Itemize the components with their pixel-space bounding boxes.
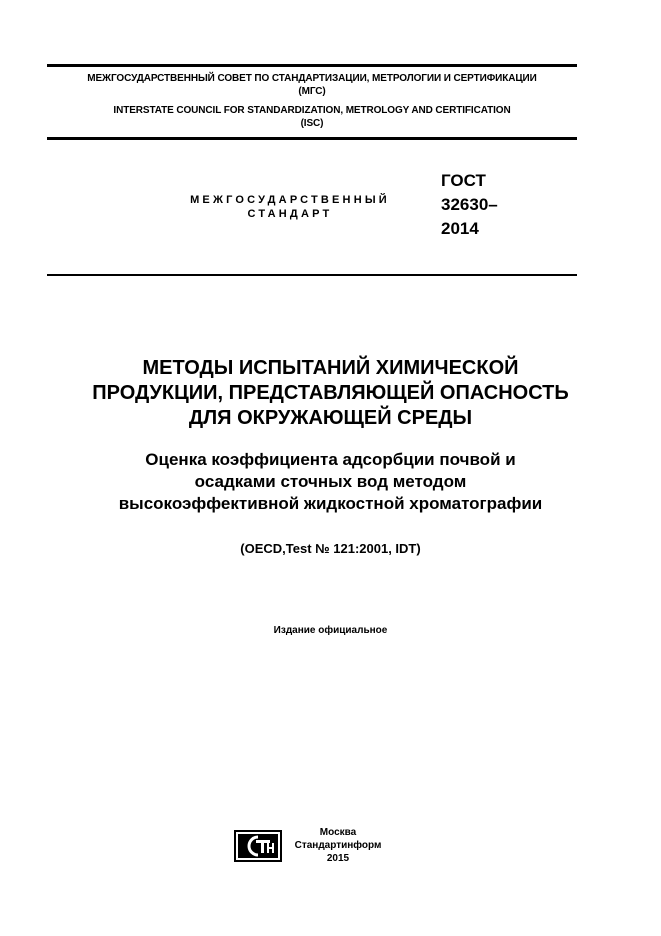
council-en: INTERSTATE COUNCIL FOR STANDARDIZATION, METROLOGY AND CERTIFICATION: [113, 105, 511, 116]
subtitle-line3: высокоэффективной жидкостной хроматографии: [118, 494, 543, 513]
title-line2: ПРОДУКЦИИ, ПРЕДСТАВЛЯЮЩЕЙ ОПАСНОСТЬ: [92, 382, 569, 404]
standartinform-logo-icon: [234, 830, 282, 862]
gost-label: ГОСТ: [441, 171, 486, 190]
subtitle-line2: осадками сточных вод методом: [194, 472, 467, 491]
standard-kind-line2: СТАНДАРТ: [247, 208, 333, 220]
council-bottom-rule: [47, 137, 577, 140]
edition-note: Издание официальное: [273, 625, 388, 636]
council-ru-abbr: (МГС): [298, 86, 326, 97]
title-line3: ДЛЯ ОКРУЖАЮЩЕЙ СРЕДЫ: [188, 407, 473, 429]
standard-bottom-rule: [47, 274, 577, 276]
gost-year: 2014: [441, 219, 479, 238]
oecd-reference: (OECD,Test № 121:2001, IDT): [240, 541, 421, 556]
standard-kind-line1: МЕЖГОСУДАРСТВЕННЫЙ: [190, 194, 390, 206]
subtitle-line1: Оценка коэффициента адсорбции почвой и: [145, 450, 516, 469]
top-rule: [47, 64, 577, 67]
council-en-abbr: (ISC): [300, 118, 324, 129]
title-line1: МЕТОДЫ ИСПЫТАНИЙ ХИМИЧЕСКОЙ: [142, 357, 519, 379]
gost-number: 32630–: [441, 195, 498, 214]
publisher-name: Стандартинформ: [294, 840, 382, 851]
council-ru: МЕЖГОСУДАРСТВЕННЫЙ СОВЕТ ПО СТАНДАРТИЗАЦИИ, МЕТРОЛОГИИ И СЕРТИФИКАЦИИ: [87, 73, 537, 84]
publisher-year: 2015: [326, 853, 350, 864]
publisher-city: Москва: [319, 827, 357, 838]
